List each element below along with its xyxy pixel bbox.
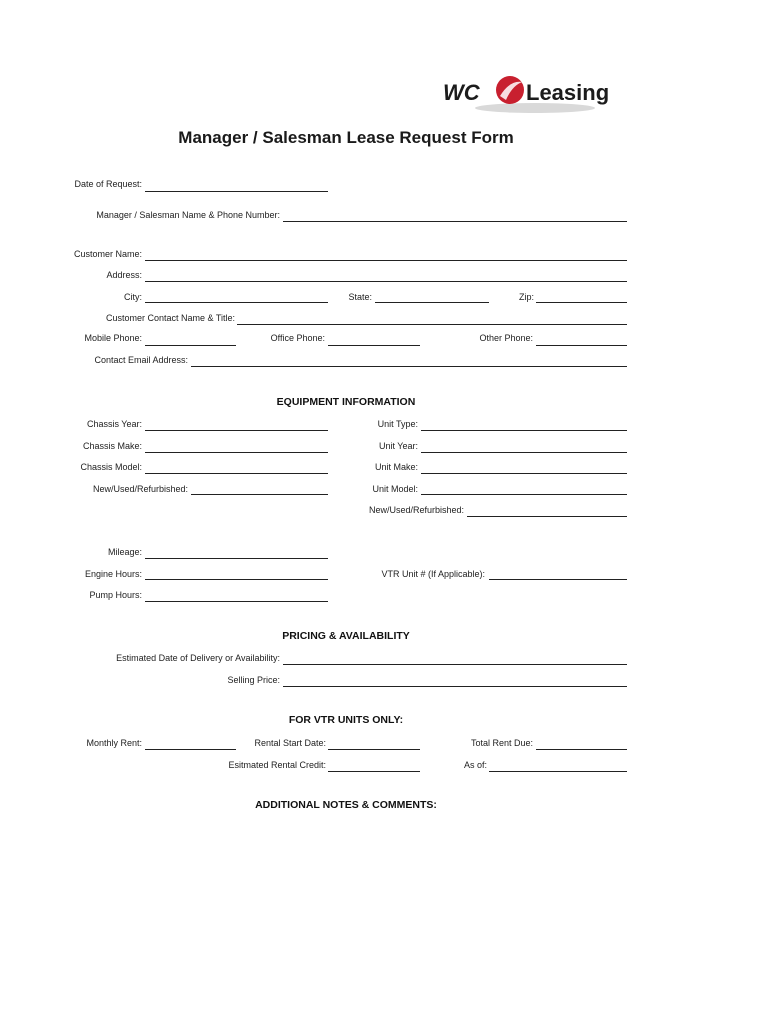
office-phone-field[interactable] [328, 345, 420, 346]
manager-name-phone-label: Manager / Salesman Name & Phone Number: [96, 210, 280, 220]
zip-field[interactable] [536, 302, 627, 303]
rental-start-field[interactable] [328, 749, 420, 750]
vtr-heading: FOR VTR UNITS ONLY: [288, 714, 404, 726]
as-of-label: As of: [463, 760, 487, 770]
chassis-year-field[interactable] [145, 430, 328, 431]
logo-text-wc: WC [443, 80, 480, 105]
chassis-make-field[interactable] [145, 452, 328, 453]
unit-make-field[interactable] [421, 473, 627, 474]
customer-name-label: Customer Name: [73, 249, 142, 259]
logo-graphic [440, 70, 630, 118]
state-field[interactable] [375, 302, 489, 303]
contact-email-label: Contact Email Address: [94, 355, 188, 365]
monthly-rent-field[interactable] [145, 749, 236, 750]
selling-price-label: Selling Price: [227, 675, 280, 685]
new-used-left-field[interactable] [191, 494, 328, 495]
notes-heading: ADDITIONAL NOTES & COMMENTS: [255, 799, 437, 811]
equipment-heading: EQUIPMENT INFORMATION [276, 396, 416, 408]
customer-name-field[interactable] [145, 260, 627, 261]
unit-type-label: Unit Type: [377, 419, 418, 429]
logo-text-leasing: Leasing [526, 80, 610, 105]
unit-year-field[interactable] [421, 452, 627, 453]
chassis-year-label: Chassis Year: [86, 419, 142, 429]
as-of-field[interactable] [489, 771, 627, 772]
mileage-field[interactable] [145, 558, 328, 559]
customer-contact-label: Customer Contact Name & Title: [105, 313, 235, 323]
state-label: State: [348, 292, 372, 302]
total-rent-due-label: Total Rent Due: [470, 738, 533, 748]
mobile-phone-label: Mobile Phone: [84, 333, 142, 343]
vtr-unit-label: VTR Unit # (If Applicable): [381, 569, 485, 579]
delivery-date-label: Estimated Date of Delivery or Availability: [116, 653, 280, 663]
unit-type-field[interactable] [421, 430, 627, 431]
new-used-right-field[interactable] [467, 516, 627, 517]
delivery-date-field[interactable] [283, 664, 627, 665]
unit-make-label: Unit Make: [374, 462, 418, 472]
chassis-make-label: Chassis Make: [82, 441, 142, 451]
mileage-label: Mileage: [107, 547, 142, 557]
customer-contact-field[interactable] [237, 324, 627, 325]
monthly-rent-label: Monthly Rent: [86, 738, 142, 748]
unit-model-field[interactable] [421, 494, 627, 495]
vtr-unit-field[interactable] [489, 579, 627, 580]
pump-hours-label: Pump Hours: [89, 590, 142, 600]
selling-price-field[interactable] [283, 686, 627, 687]
rental-credit-label: Esitmated Rental Credit: [228, 760, 326, 770]
new-used-right-label: New/Used/Refurbished: [368, 505, 464, 515]
engine-hours-label: Engine Hours: [84, 569, 142, 579]
chassis-model-field[interactable] [145, 473, 328, 474]
chassis-model-label: Chassis Model: [80, 462, 142, 472]
pricing-heading: PRICING & AVAILABILITY [282, 630, 410, 642]
unit-year-label: Unit Year: [378, 441, 418, 451]
zip-label: Zip: [518, 292, 534, 302]
address-field[interactable] [145, 281, 627, 282]
manager-name-phone-field[interactable] [283, 221, 627, 222]
rental-credit-field[interactable] [328, 771, 420, 772]
wc-leasing-logo [440, 70, 630, 118]
unit-model-label: Unit Model: [372, 484, 418, 494]
city-label: City: [124, 292, 142, 302]
page-title: Manager / Salesman Lease Request Form [178, 128, 514, 147]
other-phone-label: Other Phone: [479, 333, 533, 343]
date-of-request-label: Date of Request: [74, 179, 142, 189]
other-phone-field[interactable] [536, 345, 627, 346]
total-rent-due-field[interactable] [536, 749, 627, 750]
new-used-left-label: New/Used/Refurbished: [92, 484, 188, 494]
address-label: Address: [106, 270, 142, 280]
date-of-request-field[interactable] [145, 191, 328, 192]
mobile-phone-field[interactable] [145, 345, 236, 346]
pump-hours-field[interactable] [145, 601, 328, 602]
rental-start-label: Rental Start Date: [254, 738, 326, 748]
engine-hours-field[interactable] [145, 579, 328, 580]
contact-email-field[interactable] [191, 366, 627, 367]
city-field[interactable] [145, 302, 328, 303]
office-phone-label: Office Phone: [270, 333, 325, 343]
